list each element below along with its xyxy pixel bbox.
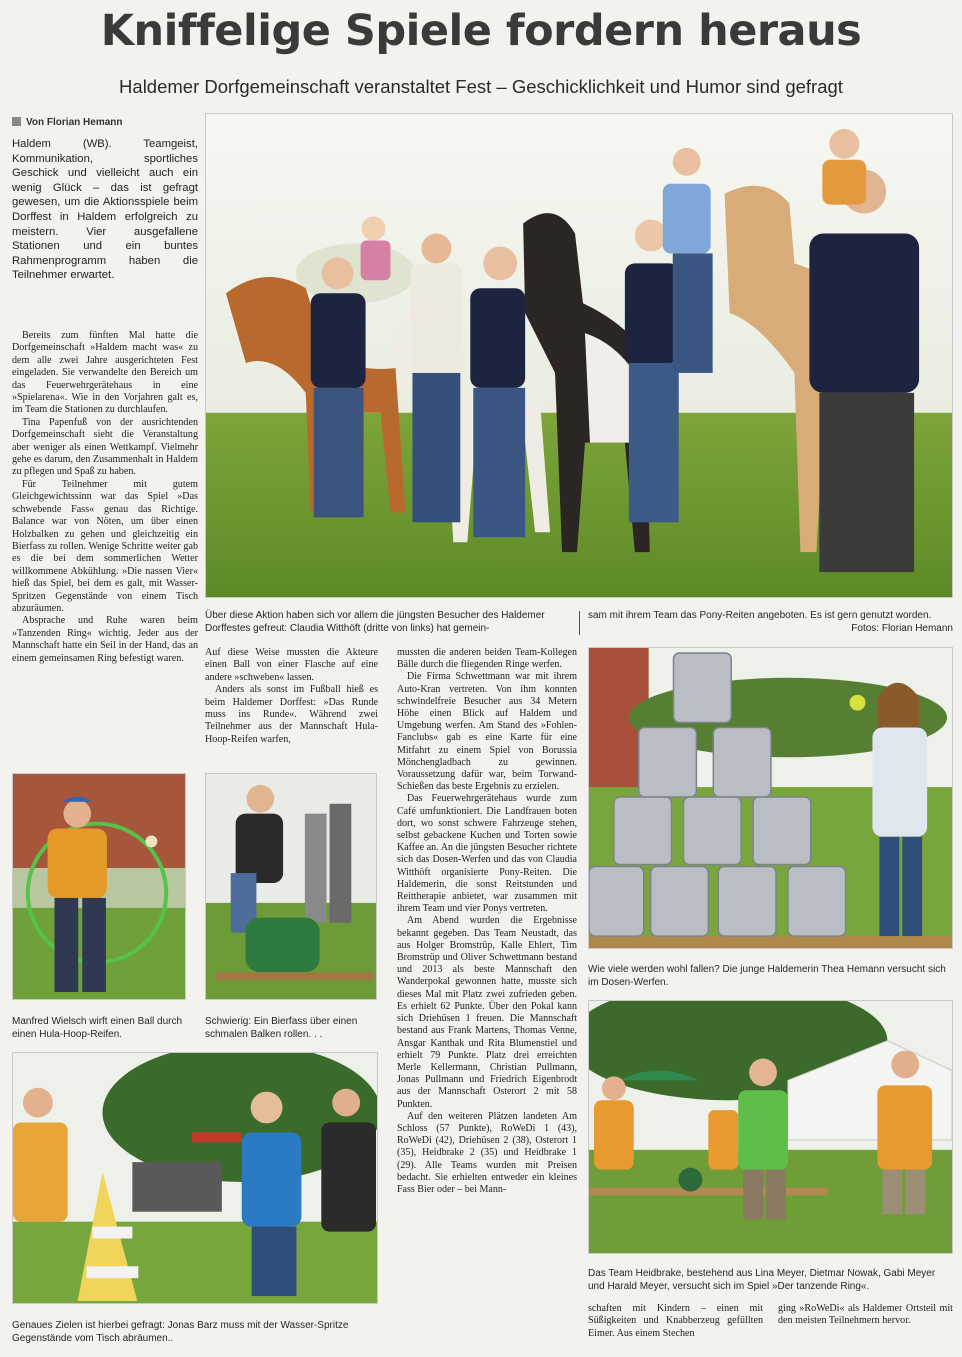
photo-can-throwing [588, 647, 953, 949]
photo-hula-hoop [12, 773, 186, 1000]
caption-water-spray: Genaues Zielen ist hierbei gefragt: Jonas Barz muss mit der Wasser-Spritze Gegenstände vom Tisch abräumen.. [12, 1320, 349, 1344]
col2-paragraph: Anders als sonst im Fußball hieß es beim Haldemer Dorffest: »Das Runde muss ins Runde«. Während zwei Teilnehmer aus der Mannschaft Hula-Hoop-Reifen warfen, [205, 684, 378, 745]
caption-main-text: sam mit ihrem Team das Pony-Reiten angeboten. Es ist gern genutzt worden. [588, 610, 932, 621]
col2-paragraph: Auf diese Weise mussten die Akteure einen Ball von einer Flasche auf eine andere »schweben« lassen. [205, 647, 378, 683]
col1-paragraph: Tina Papenfuß von der ausrichtenden Dorfgemeinschaft sieht die Veranstaltung aber weniger als einen Wettkampf. Vielmehr gehe es darum, den Zusammenhalt in Haldem zu pflegen und Spaß zu haben. [12, 416, 198, 478]
col1-paragraph: Bereits zum fünften Mal hatte die Dorfgemeinschaft »Haldem macht was« zu dem alle zwei Jahre ausgerichteten Fest eingeladen. Sie verwandelte den Bereich um das Feuerwehrgerätehaus in eine »Spielarena«. Wie in den Vorjahren galt es, im Team die Stationen zu durchlaufen. [12, 330, 198, 416]
caption-hula-hoop: Manfred Wielsch wirft einen Ball durch einen Hula-Hoop-Reifen. [12, 1016, 183, 1040]
byline-text: Von Florian Hemann [26, 117, 123, 128]
col3-paragraph: Am Abend wurden die Ergebnisse bekannt gegeben. Das Team Neustadt, das aus Holger Bromstrüp, Kalle Ehlert, Tim Bromstrüp und Oliver Schwettmann bestand und 2013 als beste Mannschaft den Wanderpokal gewonnen hatte, musste sich dieses Mal mit Platz zwei zufrieden geben. Es erhielt 62 Punkte. Über den Pokal kann sich Driehüsen 1 freuen. Die Mannschaft bestand aus Frank Martens, Thomas Venne, Ansgar Kanthak und Rita Blumenstiel und erhielt 79 Punkte. Platz drei erreichten Merle Kellermann, Christian Pullmann, Jonas Pullmann und Friedrich Eigenbrodt aus der Mannschaft Osterort 2 mit 58 Punkten. [397, 915, 577, 1110]
caption-dancing-ring: Das Team Heidbrake, bestehend aus Lina Meyer, Dietmar Nowak, Gabi Meyer und Harald Meyer, versucht sich im Spiel »Der tanzende Ring«. [588, 1268, 936, 1292]
col3-paragraph: Das Feuerwehrgerätehaus wurde zum Café umfunktioniert. Die Landfrauen boten dort, wo sonst schwere Fahrzeuge stehen, selbst gebackene Kuchen und Torten sowie Kaffee an. An die jüngsten Besucher richtete sich das Dosen-Werfen und das von Claudia Witthöft organisierte Pony-Reiten. Die Haldemerin, die sonst Reitstunden und Reittherapie anbietet, war zusammen mit ihrem Team und vier Ponys vertreten. [397, 793, 577, 915]
caption-divider [579, 611, 580, 635]
caption-main-photo-continued [588, 610, 953, 635]
col1-paragraph: Für Teilnehmer mit gutem Gleichgewichtssinn war das Spiel »Das schwebende Fass« genau das Richtige. Balance war von Nöten, um über einen Holzbalken zu gehen und gleichzeitig ein Bierfass zu rollen. Wenige Schritte weiter gab es die bei dem sommerlichen Wetter willkommene Abkühlung. »Die nassen Vier« hieß das Spiel, bei dem es galt, mit Wasser-Spritzen Gegenstände von einem Tisch abzuräumen. [12, 478, 198, 614]
caption-main-photo: Über diese Aktion haben sich vor allem die jüngsten Besucher des Haldemer Dorffestes gefreut: Claudia Witthöft (dritte von links) hat gemein- [205, 610, 545, 634]
headline: Kniffelige Spiele fordern heraus [100, 6, 862, 56]
photo-water-spray [12, 1052, 378, 1304]
col3-paragraph: mussten die anderen beiden Team-Kollegen Bälle durch die fliegenden Ringe werfen. [397, 647, 577, 671]
caption-barrel: Schwierig: Ein Bierfass über einen schmalen Balken rollen. . . [205, 1016, 358, 1040]
subheadline: Haldemer Dorfgemeinschaft veranstaltet Fest – Geschicklichkeit und Humor sind gefragt [119, 76, 843, 97]
article-column-1 [12, 330, 198, 665]
byline [12, 117, 198, 128]
lead-paragraph: Haldem (WB). Teamgeist, Kommunikation, sportliches Geschick und vielleicht auch ein wenig Glück – das ist gefragt gewesen, um die Aktionsspiele beim Dorffest in Haldem erfolgreich zu meistern. Vier ausgefallene Stationen und ein buntes Rahmenprogramm haben die Teilnehmer erwartet. [12, 138, 198, 282]
photo-dancing-ring [588, 1000, 953, 1254]
col3-paragraph: Auf den weiteren Plätzen landeten Am Schloss (57 Punkte), RoWeDi 1 (43), RoWeDi (42), Driehüsen 2 (38), Osterort 1 (35), Heidbrake 2 (35) und Heidbrake 1 (29). Alle Teams wurden mit Preisen bedacht. Sie erhielten entweder ein kleines Fass Bier oder – bei Mann- [397, 1110, 577, 1195]
article-column-4-end: schaften mit Kindern – einen mit Süßigkeiten und Knabberzeug gefüllten Eimer. Aus einem Stechen [588, 1303, 763, 1339]
article-column-5-end: ging »RoWeDi« als Haldemer Ortsteil mit den meisten Teilnehmern hervor. [778, 1303, 953, 1327]
photo-barrel-balance [205, 773, 377, 1000]
main-photo-pony-riding [205, 113, 953, 598]
photo-credit: Fotos: Florian Hemann [851, 622, 953, 634]
byline-square-icon [12, 117, 21, 126]
col3-paragraph: Die Firma Schwettmann war mit ihrem Auto-Kran vertreten. Von ihm konnten schwindelfreie Besucher aus 34 Metern Höhe einen Blick auf Haldem und Umgebung werfen. Am Stand des »Fohlen-Fanclubs« gab es eine Karte für eine Mitfahrt zu einem Spiel von Borussia Mönchengladbach zu gewinnen. Voraussetzung dafür war, beim Torwand-Schießen das beste Ergebnis zu erzielen. [397, 671, 577, 793]
caption-can-throwing: Wie viele werden wohl fallen? Die junge Haldemerin Thea Hemann versucht sich im Dosen-Werfen. [588, 964, 946, 988]
article-column-3 [397, 647, 577, 1196]
col1-paragraph: Absprache und Ruhe waren beim »Tanzenden Ring« wichtig. Jeder aus der Mannschaft hatte ein Seil in der Hand, das an einem gemeinsamen Ring befestigt waren. [12, 615, 198, 664]
article-column-2 [205, 647, 378, 746]
